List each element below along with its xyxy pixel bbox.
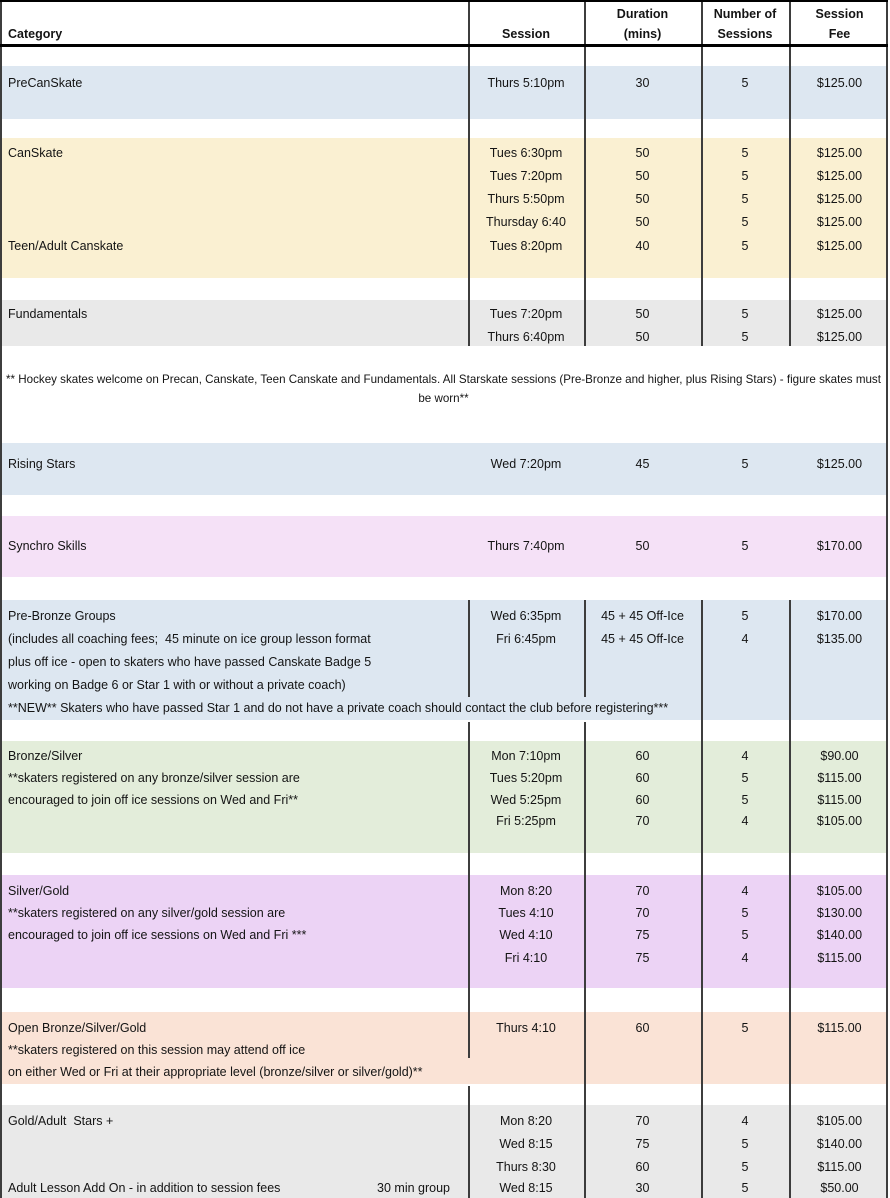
- cell-session: Thurs 5:10pm: [487, 76, 565, 90]
- cell-fee: $170.00: [816, 539, 863, 553]
- cell-category: on either Wed or Fri at their appropriate level (bronze/silver or silver/gold)**: [8, 1065, 423, 1079]
- cell-duration: 60: [635, 1160, 650, 1174]
- cell-fee: $125.00: [816, 307, 863, 321]
- cell-category: PreCanSkate: [8, 76, 83, 90]
- table-row: [0, 947, 890, 970]
- cell-fee: $125.00: [816, 192, 863, 206]
- cell-sessions: 5: [741, 76, 749, 90]
- cell-fee: $105.00: [816, 884, 863, 898]
- cell-fee: $115.00: [817, 951, 862, 965]
- header-session-fee: [790, 0, 889, 46]
- cell-fee: $125.00: [816, 457, 863, 471]
- cell-category: CanSkate: [8, 146, 63, 160]
- table-row: [0, 697, 890, 720]
- cell-duration: 40: [635, 239, 650, 253]
- header-category: [8, 0, 62, 46]
- cell-category: Teen/Adult Canskate: [8, 239, 124, 253]
- cell-session: Fri 5:25pm: [496, 814, 556, 828]
- cell-duration: 60: [635, 1021, 650, 1035]
- cell-duration: 75: [635, 1137, 650, 1151]
- cell-category: encouraged to join off ice sessions on Wed and Fri ***: [8, 928, 307, 942]
- header-fee-line2: Fee: [828, 27, 851, 41]
- cell-duration: 60: [635, 793, 650, 807]
- hockey-skates-note-line2: be worn**: [418, 392, 469, 405]
- cell-sessions: 4: [741, 1114, 749, 1128]
- cell-sessions: 5: [741, 457, 749, 471]
- table-row: [0, 789, 890, 812]
- cell-fee: $115.00: [817, 1021, 862, 1035]
- cell-duration: 30: [635, 76, 650, 90]
- cell-sessions: 5: [741, 307, 749, 321]
- cell-category: encouraged to join off ice sessions on Wed and Fri**: [8, 793, 298, 807]
- header-sessions-line1: Number of: [713, 7, 777, 21]
- header-fee-line1: Session: [815, 7, 864, 21]
- table-row: [0, 767, 890, 790]
- cell-fee: $105.00: [816, 814, 863, 828]
- table-row: [0, 142, 890, 165]
- table-row: [0, 924, 890, 947]
- cell-category: Bronze/Silver: [8, 749, 83, 763]
- cell-category: Silver/Gold: [8, 884, 70, 898]
- cell-sessions: 5: [741, 146, 749, 160]
- cell-duration: 45 + 45 Off-Ice: [601, 632, 684, 646]
- cell-session: Tues 6:30pm: [489, 146, 563, 160]
- cell-session: Wed 8:15: [499, 1181, 553, 1195]
- cell-session: Mon 8:20: [499, 884, 553, 898]
- cell-session: Tues 7:20pm: [489, 307, 563, 321]
- header-duration: [584, 0, 701, 46]
- cell-fee: $125.00: [816, 146, 863, 160]
- table-row: [0, 535, 890, 558]
- cell-fee: $140.00: [816, 928, 863, 942]
- cell-category: Rising Stars: [8, 457, 76, 471]
- table-row: [0, 810, 890, 833]
- table-row: [0, 453, 890, 476]
- table-row: [0, 235, 890, 258]
- cell-session: Tues 4:10: [498, 906, 554, 920]
- cell-sessions: 5: [741, 1181, 749, 1195]
- cell-category: Synchro Skills: [8, 539, 87, 553]
- cell-fee: $125.00: [816, 169, 863, 183]
- cell-fee: $90.00: [820, 749, 859, 763]
- cell-fee: $125.00: [816, 76, 863, 90]
- header-session: [468, 0, 584, 46]
- cell-category: **skaters registered on any bronze/silver session are: [8, 771, 300, 785]
- cell-duration: 50: [635, 215, 650, 229]
- header-duration-line2: (mins): [623, 27, 662, 41]
- cell-category: plus off ice - open to skaters who have passed Canskate Badge 5: [8, 655, 372, 669]
- cell-duration: 30: [635, 1181, 650, 1195]
- cell-sessions: 5: [741, 1137, 749, 1151]
- cell-duration: 50: [635, 146, 650, 160]
- header-category-label: Category: [8, 27, 63, 41]
- cell-duration: 50: [635, 539, 650, 553]
- cell-category: **skaters registered on any silver/gold session are: [8, 906, 286, 920]
- cell-sessions: 5: [741, 330, 749, 344]
- cell-sessions: 5: [741, 1021, 749, 1035]
- table-row: [0, 303, 890, 326]
- header-sessions-line2: Sessions: [717, 27, 773, 41]
- cell-fee: $115.00: [817, 771, 862, 785]
- cell-category: Fundamentals: [8, 307, 88, 321]
- cell-sessions: 5: [741, 906, 749, 920]
- table-row: [0, 902, 890, 925]
- cell-session: Thurs 7:40pm: [487, 539, 565, 553]
- table-row: [0, 1177, 890, 1198]
- cell-duration: 50: [635, 169, 650, 183]
- cell-duration: 50: [635, 330, 650, 344]
- cell-session: Fri 4:10: [504, 951, 548, 965]
- cell-fee: $135.00: [816, 632, 863, 646]
- cell-duration: 60: [635, 749, 650, 763]
- cell-duration: 50: [635, 192, 650, 206]
- cell-sessions: 5: [741, 1160, 749, 1174]
- cell-duration: 75: [635, 928, 650, 942]
- table-row: [0, 628, 890, 651]
- cell-sessions: 5: [741, 793, 749, 807]
- table-row: [0, 1039, 890, 1062]
- cell-sessions: 5: [741, 169, 749, 183]
- cell-category: **NEW** Skaters who have passed Star 1 and do not have a private coach should contact the club before registering***: [8, 701, 669, 715]
- cell-session: Tues 5:20pm: [489, 771, 563, 785]
- cell-fee: $115.00: [817, 1160, 862, 1174]
- cell-sessions: 5: [741, 928, 749, 942]
- cell-session: Wed 4:10: [499, 928, 553, 942]
- cell-category: Open Bronze/Silver/Gold: [8, 1021, 147, 1035]
- cell-duration: 70: [635, 814, 650, 828]
- cell-sessions: 5: [741, 609, 749, 623]
- cell-duration: 45 + 45 Off-Ice: [601, 609, 684, 623]
- cell-sessions: 5: [741, 539, 749, 553]
- cell-category_note: 30 min group: [377, 1181, 450, 1195]
- cell-category: working on Badge 6 or Star 1 with or without a private coach): [8, 678, 346, 692]
- cell-category: (includes all coaching fees; 45 minute on ice group lesson format: [8, 632, 371, 646]
- cell-session: Wed 7:20pm: [490, 457, 562, 471]
- cell-sessions: 5: [741, 771, 749, 785]
- cell-sessions: 4: [741, 814, 749, 828]
- table-row: [0, 1110, 890, 1133]
- cell-session: Thurs 8:30: [496, 1160, 556, 1174]
- cell-fee: $130.00: [816, 906, 863, 920]
- cell-session: Wed 5:25pm: [490, 793, 562, 807]
- cell-sessions: 4: [741, 951, 749, 965]
- cell-session: Thurs 6:40pm: [487, 330, 565, 344]
- table-row: [0, 1156, 890, 1179]
- cell-session: Wed 6:35pm: [490, 609, 562, 623]
- cell-session: Thursday 6:40: [486, 215, 566, 229]
- cell-sessions: 5: [741, 192, 749, 206]
- cell-category: Pre-Bronze Groups: [8, 609, 116, 623]
- cell-fee: $115.00: [817, 793, 862, 807]
- hockey-skates-note-line1: ** Hockey skates welcome on Precan, Canskate, Teen Canskate and Fundamentals. All Starskate sessions (Pre-Bronze and higher, plus Rising Stars) - figure skates must: [6, 373, 881, 386]
- table-top-border: [0, 0, 888, 2]
- cell-category: Adult Lesson Add On - in addition to session fees: [8, 1181, 281, 1195]
- table-row: [0, 211, 890, 234]
- header-duration-line1: Duration: [616, 7, 669, 21]
- cell-session: Tues 8:20pm: [489, 239, 563, 253]
- cell-session: Fri 6:45pm: [496, 632, 556, 646]
- cell-category: Gold/Adult Stars +: [8, 1114, 114, 1128]
- cell-fee: $125.00: [816, 215, 863, 229]
- table-row: [0, 651, 890, 674]
- cell-session: Thurs 5:50pm: [487, 192, 565, 206]
- cell-duration: 60: [635, 771, 650, 785]
- cell-fee: $105.00: [816, 1114, 863, 1128]
- cell-session: Wed 8:15: [499, 1137, 553, 1151]
- cell-duration: 70: [635, 1114, 650, 1128]
- cell-duration: 75: [635, 951, 650, 965]
- cell-duration: 70: [635, 884, 650, 898]
- table-row: [0, 1061, 890, 1084]
- table-row: [0, 72, 890, 95]
- cell-sessions: 4: [741, 632, 749, 646]
- cell-fee: $170.00: [816, 609, 863, 623]
- cell-duration: 50: [635, 307, 650, 321]
- table-row: [0, 745, 890, 768]
- header-bottom-border: [0, 44, 888, 47]
- table-row: [0, 674, 890, 697]
- cell-session: Tues 7:20pm: [489, 169, 563, 183]
- table-row: [0, 326, 890, 349]
- table-row: [0, 1133, 890, 1156]
- header-number-of-sessions: [701, 0, 789, 46]
- table-row: [0, 1017, 890, 1040]
- cell-sessions: 4: [741, 749, 749, 763]
- cell-sessions: 5: [741, 239, 749, 253]
- cell-session: Mon 8:20: [499, 1114, 553, 1128]
- cell-fee: $50.00: [820, 1181, 859, 1195]
- cell-fee: $140.00: [816, 1137, 863, 1151]
- cell-fee: $125.00: [816, 239, 863, 253]
- cell-duration: 45: [635, 457, 650, 471]
- cell-session: Thurs 4:10: [496, 1021, 556, 1035]
- cell-session: Mon 7:10pm: [491, 749, 561, 763]
- cell-sessions: 4: [741, 884, 749, 898]
- header-session-label: Session: [502, 27, 550, 41]
- cell-fee: $125.00: [816, 330, 863, 344]
- table-row: [0, 605, 890, 628]
- table-row: [0, 188, 890, 211]
- cell-sessions: 5: [741, 215, 749, 229]
- table-row: [0, 880, 890, 903]
- cell-category: **skaters registered on this session may attend off ice: [8, 1043, 306, 1057]
- table-row: [0, 165, 890, 188]
- cell-duration: 70: [635, 906, 650, 920]
